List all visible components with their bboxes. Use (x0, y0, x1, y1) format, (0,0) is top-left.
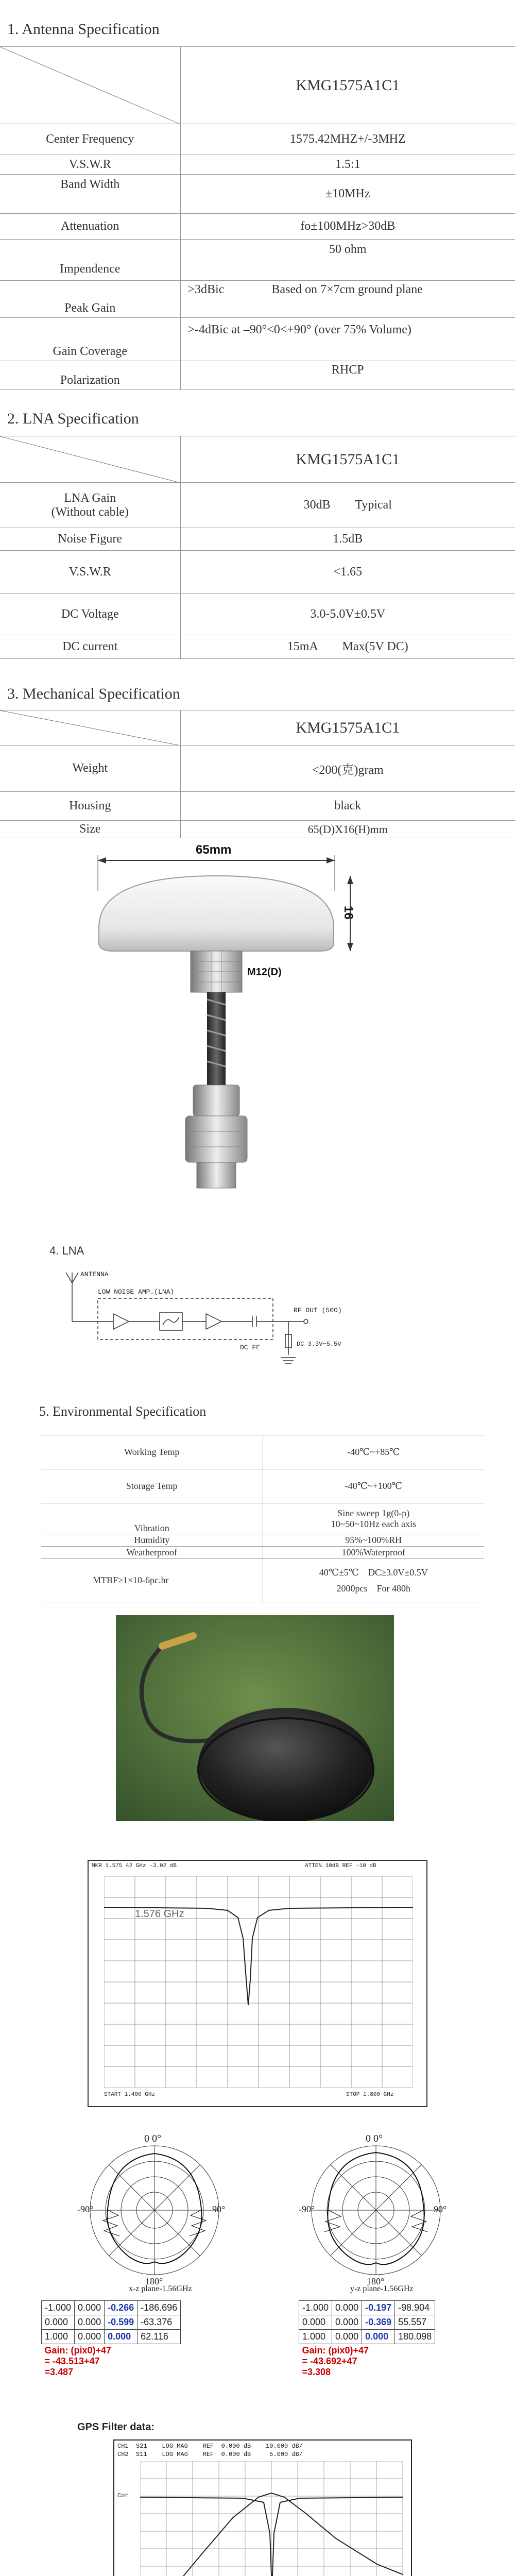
cell: -1.000 (299, 2301, 332, 2315)
row-label: Peak Gain (0, 281, 180, 318)
mtbf-duration: For 480h (376, 1583, 410, 1594)
section-title-antenna: 1. Antenna Specification (7, 21, 160, 38)
pattern-bottom-label: 180° (367, 2276, 385, 2286)
header-diagonal-cell (0, 436, 180, 483)
row-label: V.S.W.R (0, 551, 180, 594)
pattern-top-label: 0 0° (366, 2133, 383, 2144)
row-label: Working Temp (41, 1435, 263, 1469)
row-value: 50 ohm (180, 240, 515, 281)
table-row (0, 551, 515, 594)
gain-result: =3.308 (302, 2367, 331, 2377)
table-row (0, 483, 515, 528)
row-label: Polarization (0, 361, 180, 390)
table-row (299, 2330, 435, 2344)
pattern-xz-table (41, 2300, 181, 2379)
diagonal-line (0, 47, 180, 124)
row-value (263, 1559, 484, 1602)
table-row (0, 821, 515, 838)
cell: -0.369 (362, 2315, 395, 2330)
product-photo (116, 1615, 394, 1821)
row-label: Center Frequency (0, 124, 180, 155)
row-label: V.S.W.R (0, 155, 180, 175)
row-label: Size (0, 821, 180, 838)
table-row (41, 1435, 484, 1469)
row-label: Storage Temp (41, 1469, 263, 1503)
filter-response-plot (113, 2439, 412, 2576)
mtbf-count: 2000pcs (336, 1583, 368, 1594)
row-label: DC current (0, 635, 180, 659)
row-value: -40℃~+100℃ (263, 1469, 484, 1503)
row-label: MTBF≥1×10-6pc.hr (41, 1559, 263, 1602)
section-title-environmental: 5. Environmental Specification (39, 1404, 207, 1419)
row-label: Impendence (0, 240, 180, 281)
pattern-right-label: 90° (434, 2204, 447, 2214)
table-row (41, 1534, 484, 1547)
row-value: >-4dBic at –90°<0<+90° (over 75% Volume) (180, 318, 515, 361)
header-diagonal-cell (0, 710, 180, 745)
row-value: <1.65 (180, 551, 515, 594)
model-name: KMG1575A1C1 (180, 47, 515, 124)
cell: 0.000 (75, 2301, 105, 2315)
table-row (0, 361, 515, 390)
row-value (263, 1503, 484, 1534)
lna-gain-value: 30dB (303, 498, 331, 512)
radiation-pattern-yz (299, 2133, 453, 2293)
table-row (0, 792, 515, 821)
cell: 62.116 (138, 2330, 181, 2344)
row-label: Band Width (0, 175, 180, 214)
mtbf-voltage: DC≥3.0V±0.5V (368, 1567, 428, 1578)
lna-gain-sublabel: (Without cable) (51, 505, 129, 519)
pattern-bottom-label: 180° (145, 2276, 163, 2286)
diagonal-line (0, 710, 180, 745)
antenna-mechanical-drawing (88, 845, 376, 1195)
cell: 0.000 (332, 2315, 362, 2330)
lna-gain-note: Typical (355, 498, 392, 512)
table-row (41, 1559, 484, 1602)
table-row (0, 318, 515, 361)
cell: -0.266 (105, 2301, 138, 2315)
table-row (42, 2330, 181, 2344)
cell: 0.000 (362, 2330, 395, 2344)
pattern-left-label: -90° (77, 2204, 94, 2214)
table-row (0, 281, 515, 318)
table-row (42, 2344, 181, 2379)
vibration-value-2: 10~50~10Hz each axis (331, 1518, 416, 1529)
dc-current-note: Max(5V DC) (342, 640, 408, 653)
model-name: KMG1575A1C1 (180, 710, 515, 745)
gain-calc: = -43.513+47 (44, 2356, 100, 2366)
thread-label: M12(D) (247, 967, 282, 978)
cell: -0.197 (362, 2301, 395, 2315)
table-row (0, 155, 515, 175)
section-title-lna: 2. LNA Specification (7, 410, 139, 427)
lna-spec-table (0, 436, 515, 659)
cell: 0.000 (299, 2315, 332, 2330)
dc-feed-label: DC FE (240, 1344, 261, 1351)
radiation-pattern-xz (77, 2133, 232, 2293)
analyzer-stop: STOP 1.800 GHz (346, 2092, 394, 2098)
row-label: Humidity (41, 1534, 263, 1547)
antenna-label: ANTENNA (80, 1270, 109, 1278)
marker-frequency: 1.576 GHz (135, 1908, 184, 1920)
row-value: 65(D)X16(H)mm (180, 821, 515, 838)
table-row (41, 1469, 484, 1503)
cell: 0.000 (332, 2330, 362, 2344)
filter-ch2: CH2 S11 LOG MAG REF 0.000 dB 5.000 dB/ (117, 2451, 303, 2458)
table-row (42, 2315, 181, 2330)
table-row (299, 2315, 435, 2330)
analyzer-header-left: MKR 1.575 42 GHz -3.02 dB (92, 1863, 177, 1869)
table-row (0, 214, 515, 240)
model-name: KMG1575A1C1 (180, 436, 515, 483)
table-row (41, 1503, 484, 1534)
row-label: Gain Coverage (0, 318, 180, 361)
lna-circuit-diagram (57, 1267, 397, 1370)
table-row (0, 528, 515, 551)
pattern-top-label: 0 0° (144, 2133, 161, 2144)
table-row (299, 2344, 435, 2379)
cell: -63.376 (138, 2315, 181, 2330)
header-diagonal-cell (0, 47, 180, 124)
filter-cor-1: Cor (117, 2492, 129, 2499)
cell: -0.599 (105, 2315, 138, 2330)
cell: 0.000 (75, 2330, 105, 2344)
gain-formula: Gain: (pix0)+47 (302, 2345, 369, 2355)
cell: 1.000 (299, 2330, 332, 2344)
vibration-value: Sine sweep 1g(0-p) (337, 1507, 410, 1518)
row-value: 95%~100%RH (263, 1534, 484, 1547)
cell: -98.904 (395, 2301, 435, 2315)
section-title-lna-diagram: 4. LNA (49, 1244, 84, 1257)
cell: 180.098 (395, 2330, 435, 2344)
cell: 1.000 (42, 2330, 75, 2344)
diagonal-line (0, 436, 180, 483)
row-value: 1.5dB (180, 528, 515, 551)
peak-gain-note: Based on 7×7cm ground plane (271, 283, 423, 296)
row-value: <200(克)gram (180, 745, 515, 792)
filter-ch1: CH1 S21 LOG MAG REF 0.000 dB 10.000 dB/ (117, 2443, 303, 2450)
row-value: fo±100MHz>30dB (180, 214, 515, 240)
pattern-right-label: 90° (212, 2204, 226, 2214)
row-value: 3.0-5.0V±0.5V (180, 594, 515, 635)
table-row (0, 745, 515, 792)
spectrum-analyzer-plot (88, 1860, 427, 2107)
cell: 55.557 (395, 2315, 435, 2330)
row-value: 1.5:1 (180, 155, 515, 175)
pattern-left-label: -90° (299, 2204, 315, 2214)
table-row (0, 635, 515, 659)
row-label: Noise Figure (0, 528, 180, 551)
table-row (42, 2301, 181, 2315)
row-label: Housing (0, 792, 180, 821)
filter-title: GPS Filter data: (77, 2421, 155, 2433)
rf-out-label: RF OUT (50Ω) (294, 1307, 342, 1314)
antenna-spec-table (0, 46, 515, 390)
dc-current-value: 15mA (287, 640, 318, 653)
row-label: Vibration (41, 1503, 263, 1534)
row-value: -40℃~+85℃ (263, 1435, 484, 1469)
row-label (0, 483, 180, 528)
row-value (180, 635, 515, 659)
cell: 0.000 (42, 2315, 75, 2330)
row-label: Attenuation (0, 214, 180, 240)
row-label: DC Voltage (0, 594, 180, 635)
cell: -186.696 (138, 2301, 181, 2315)
row-value: 100%Waterproof (263, 1547, 484, 1559)
gain-formula: Gain: (pix0)+47 (44, 2345, 112, 2355)
pattern-yz-table (299, 2300, 435, 2379)
cell: -1.000 (42, 2301, 75, 2315)
analyzer-header-right: ATTEN 10dB REF -10 dB (305, 1863, 376, 1869)
table-row (41, 1547, 484, 1559)
row-label: Weatherproof (41, 1547, 263, 1559)
row-value: 1575.42MHZ+/-3MHZ (180, 124, 515, 155)
table-row (0, 594, 515, 635)
table-row (0, 175, 515, 214)
table-row (0, 240, 515, 281)
section-title-mechanical: 3. Mechanical Specification (7, 685, 180, 702)
table-row (0, 124, 515, 155)
cell: 0.000 (75, 2315, 105, 2330)
row-value: ±10MHz (180, 175, 515, 214)
peak-gain-value: >3dBic (187, 283, 225, 296)
analyzer-start: START 1.400 GHz (104, 2092, 156, 2098)
pattern-title: y-z plane-1.56GHz (350, 2284, 414, 2293)
row-value (180, 483, 515, 528)
lna-amp-label: LOW NOISE AMP.(LNA) (98, 1288, 175, 1296)
row-value (180, 281, 515, 318)
cell: 0.000 (105, 2330, 138, 2344)
gain-result: =3.487 (44, 2367, 74, 2377)
dimension-height-label: 16 (341, 906, 355, 920)
dc-input-label: DC 3.3V~5.5V (297, 1341, 341, 1348)
pattern-title: x-z plane-1.56GHz (129, 2284, 192, 2293)
gain-calc: = -43.692+47 (302, 2356, 357, 2366)
table-row (299, 2301, 435, 2315)
lna-gain-label: LNA Gain (64, 491, 116, 505)
dimension-width-label: 65mm (196, 843, 232, 857)
row-label: Weight (0, 745, 180, 792)
cell: 0.000 (332, 2301, 362, 2315)
mechanical-spec-table (0, 710, 515, 838)
mtbf-temp: 40℃±5℃ (319, 1567, 359, 1578)
row-value: RHCP (180, 361, 515, 390)
row-value: black (180, 792, 515, 821)
environmental-spec-table (41, 1435, 484, 1602)
